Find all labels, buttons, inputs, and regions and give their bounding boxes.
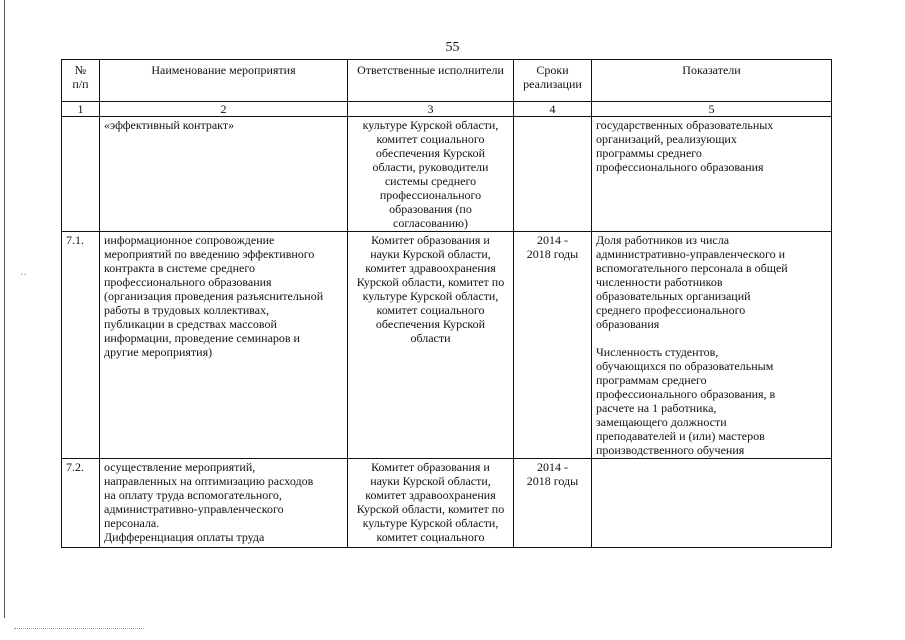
period: 2014 - 2018 годы (514, 459, 592, 548)
column-number: 1 (62, 102, 100, 117)
page-number: 55 (445, 40, 460, 55)
activity-name: осуществление мероприятий, направленных на оптимизацию расходов на оплату труда вспомогательного, административно-управленческого персонала. Дифференциация оплаты труда (100, 459, 348, 548)
period: 2014 - 2018 годы (514, 232, 592, 459)
header-number: № п/п (62, 60, 100, 102)
table-row (62, 232, 832, 459)
executors: Комитет образования и науки Курской области, комитет здравоохранения Курской области, комитет по культуре Курской области, комитет социального обеспечения Курской области (348, 232, 514, 459)
table-row (62, 117, 832, 232)
indicators (592, 459, 832, 548)
scan-bottom-artifact (14, 628, 144, 632)
column-number: 5 (592, 102, 832, 117)
indicator-text: Доля работников из числа административно-управленческого и вспомогательного персонала в общей численности работников образовательных организаций среднего профессионального образования (596, 233, 788, 331)
table-header-row (62, 60, 832, 102)
header-activity-name: Наименование мероприятия (100, 60, 348, 102)
paragraph-gap (596, 331, 827, 345)
header-executors: Ответственные исполнители (348, 60, 514, 102)
indicators (592, 117, 832, 232)
row-number (62, 117, 100, 232)
executors: Комитет образования и науки Курской области, комитет здравоохранения Курской области, комитет по культуре Курской области, комитет социального (348, 459, 514, 548)
executors: культуре Курской области, комитет социального обеспечения Курской области, руководители системы среднего профессионального образования (по согласованию) (348, 117, 514, 232)
activity-name: «эффективный контракт» (100, 117, 348, 232)
scan-artifact: ·· (20, 270, 27, 281)
period (514, 117, 592, 232)
row-number: 7.1. (62, 232, 100, 459)
column-number: 2 (100, 102, 348, 117)
column-numbers-row (62, 102, 832, 117)
row-number: 7.2. (62, 459, 100, 548)
header-period: Сроки реализации (514, 60, 592, 102)
column-number: 4 (514, 102, 592, 117)
header-indicators: Показатели (592, 60, 832, 102)
indicator-text: государственных образовательных организаций, реализующих программы среднего профессионального образования (596, 118, 774, 174)
table-row (62, 459, 832, 548)
column-number: 3 (348, 102, 514, 117)
scan-left-border (4, 0, 5, 618)
activity-name: информационное сопровождение мероприятий по введению эффективного контракта в системе среднего профессионального образования (организация проведения разъяснительной работы в трудовых коллективах, публикации в средствах массовой информации, проведение семинаров и другие мероприятия) (100, 232, 348, 459)
indicators (592, 232, 832, 459)
activities-table (61, 59, 832, 548)
indicator-text: Численность студентов, обучающихся по образовательным программам среднего профессионального образования, в расчете на 1 работника, замещающего должности преподавателей и (или) мастеров производственного обучения (596, 345, 776, 457)
